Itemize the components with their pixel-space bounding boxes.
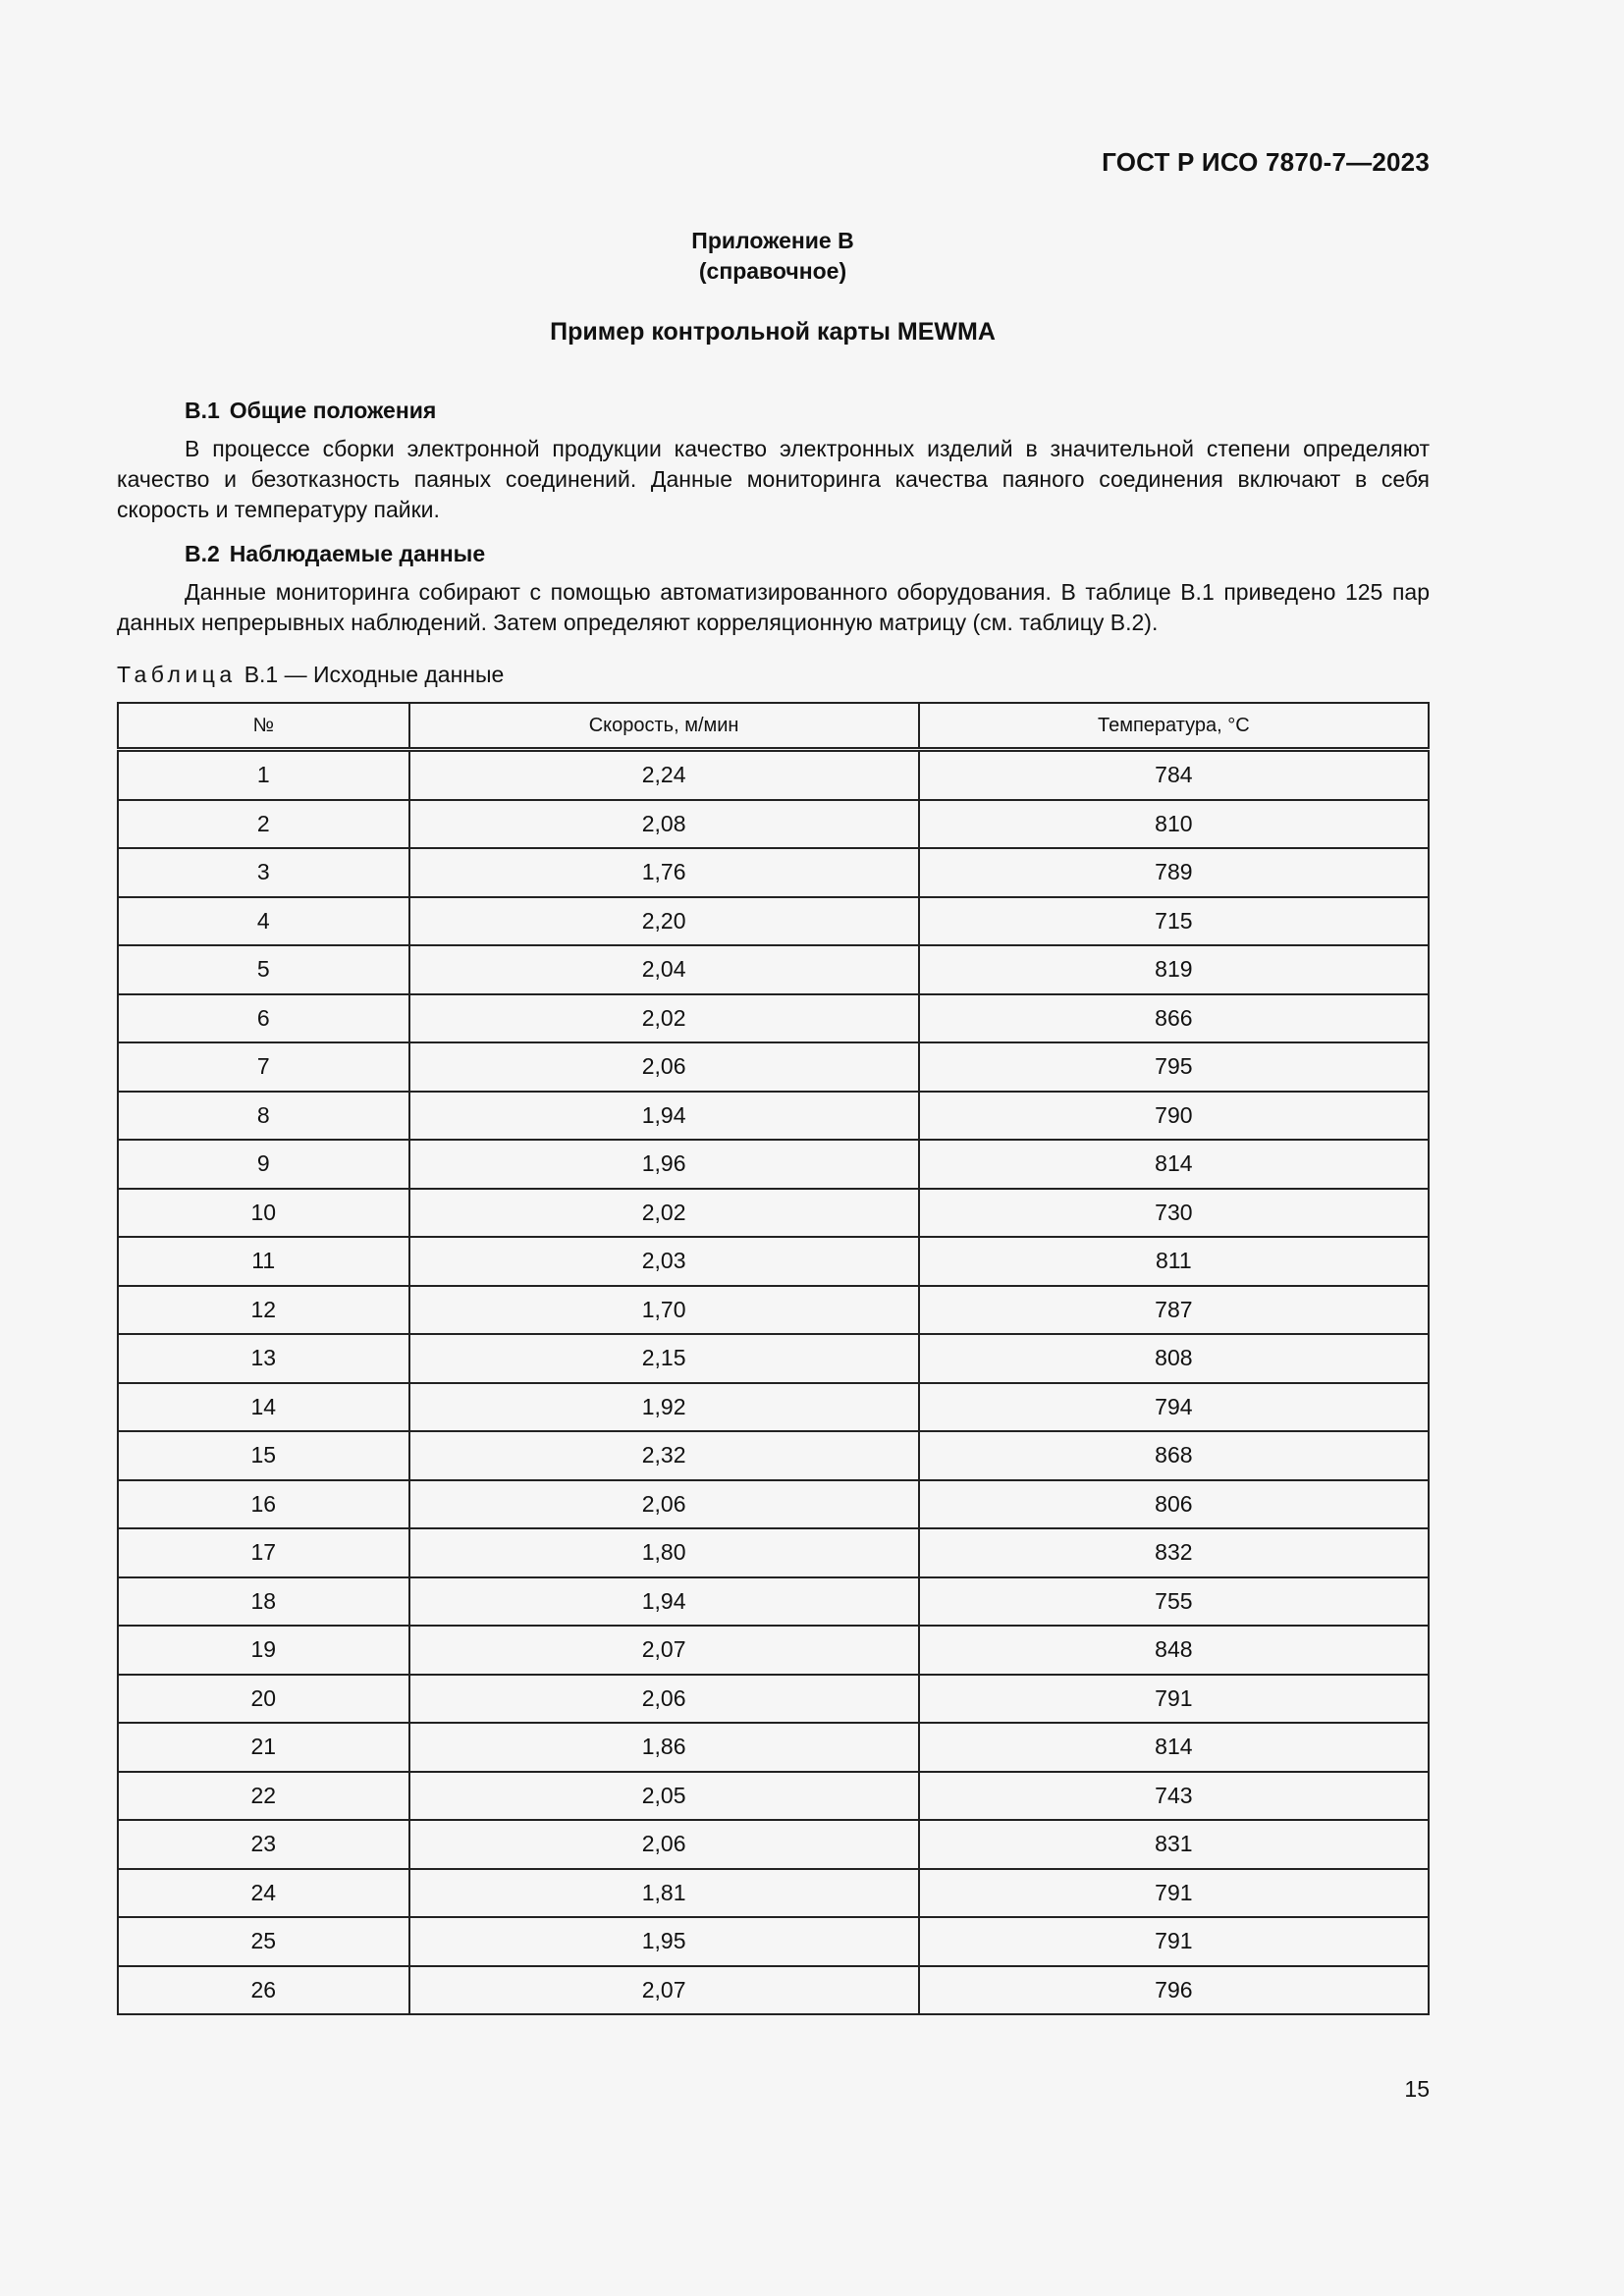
cell-number: 19	[118, 1626, 409, 1675]
cell-speed: 2,20	[409, 897, 919, 946]
table-row	[118, 1723, 1429, 1772]
cell-speed: 2,02	[409, 1189, 919, 1238]
cell-number: 23	[118, 1820, 409, 1869]
table-row	[118, 1675, 1429, 1724]
section-number: В.2	[185, 541, 220, 566]
table-row	[118, 1042, 1429, 1092]
cell-speed: 1,81	[409, 1869, 919, 1918]
table-row	[118, 1577, 1429, 1627]
cell-number: 7	[118, 1042, 409, 1092]
page-number: 15	[1404, 2076, 1430, 2102]
table-row	[118, 1189, 1429, 1238]
cell-temperature: 743	[919, 1772, 1429, 1821]
cell-number: 9	[118, 1140, 409, 1189]
cell-number: 8	[118, 1092, 409, 1141]
cell-number: 2	[118, 800, 409, 849]
cell-speed: 2,03	[409, 1237, 919, 1286]
cell-temperature: 796	[919, 1966, 1429, 2015]
table-row	[118, 1334, 1429, 1383]
cell-number: 22	[118, 1772, 409, 1821]
section-paragraph-b2: Данные мониторинга собирают с помощью автоматизированного оборудования. В таблице В.1 приведено 125 пар данных непрерывных наблюдений. Затем определяют корреляционную матрицу (см. таблицу В.2).	[117, 579, 1430, 635]
table-row	[118, 1480, 1429, 1529]
cell-temperature: 819	[919, 945, 1429, 994]
table-row	[118, 1772, 1429, 1821]
cell-speed: 1,92	[409, 1383, 919, 1432]
cell-temperature: 848	[919, 1626, 1429, 1675]
document-code: ГОСТ Р ИСО 7870-7—2023	[1102, 147, 1430, 177]
cell-speed: 2,06	[409, 1675, 919, 1724]
cell-number: 24	[118, 1869, 409, 1918]
column-header-temperature: Температура, °C	[919, 703, 1429, 750]
cell-number: 14	[118, 1383, 409, 1432]
cell-number: 25	[118, 1917, 409, 1966]
cell-temperature: 832	[919, 1528, 1429, 1577]
table-row	[118, 750, 1429, 800]
appendix-subtitle: (справочное)	[698, 258, 847, 284]
cell-number: 21	[118, 1723, 409, 1772]
cell-number: 3	[118, 848, 409, 897]
cell-number: 26	[118, 1966, 409, 2015]
table-caption-text: В.1 — Исходные данные	[244, 662, 505, 687]
cell-number: 5	[118, 945, 409, 994]
cell-speed: 2,06	[409, 1480, 919, 1529]
page-title: Пример контрольной карты MEWMA	[550, 318, 996, 346]
table-row	[118, 897, 1429, 946]
table-row	[118, 848, 1429, 897]
cell-temperature: 814	[919, 1140, 1429, 1189]
cell-number: 11	[118, 1237, 409, 1286]
table-row	[118, 1431, 1429, 1480]
table-row	[118, 1917, 1429, 1966]
section-heading-b1	[185, 398, 436, 424]
table-caption	[117, 662, 504, 688]
cell-temperature: 810	[919, 800, 1429, 849]
cell-number: 4	[118, 897, 409, 946]
cell-speed: 2,06	[409, 1042, 919, 1092]
section-paragraph-b1: В процессе сборки электронной продукции качество электронных изделий в значительной степени определяют качество и безотказность паяных соединений. Данные мониторинга качества паяного соединения включают в себя скорость и температуру пайки.	[117, 436, 1430, 522]
cell-speed: 2,24	[409, 750, 919, 800]
cell-number: 16	[118, 1480, 409, 1529]
section-heading-b2	[185, 541, 485, 567]
table-row	[118, 1528, 1429, 1577]
appendix-heading	[0, 226, 1545, 287]
table-row	[118, 1383, 1429, 1432]
cell-temperature: 790	[919, 1092, 1429, 1141]
table-row	[118, 1286, 1429, 1335]
cell-speed: 2,05	[409, 1772, 919, 1821]
table-row	[118, 994, 1429, 1043]
cell-number: 20	[118, 1675, 409, 1724]
table-row	[118, 1820, 1429, 1869]
cell-temperature: 806	[919, 1480, 1429, 1529]
data-table	[117, 702, 1430, 2015]
cell-temperature: 730	[919, 1189, 1429, 1238]
cell-temperature: 715	[919, 897, 1429, 946]
cell-speed: 2,15	[409, 1334, 919, 1383]
cell-temperature: 784	[919, 750, 1429, 800]
cell-temperature: 814	[919, 1723, 1429, 1772]
cell-speed: 1,76	[409, 848, 919, 897]
cell-temperature: 866	[919, 994, 1429, 1043]
cell-temperature: 808	[919, 1334, 1429, 1383]
cell-number: 17	[118, 1528, 409, 1577]
table-row	[118, 1140, 1429, 1189]
cell-number: 10	[118, 1189, 409, 1238]
cell-number: 12	[118, 1286, 409, 1335]
table-row	[118, 1966, 1429, 2015]
table-row	[118, 1092, 1429, 1141]
cell-speed: 2,08	[409, 800, 919, 849]
cell-speed: 2,06	[409, 1820, 919, 1869]
cell-speed: 2,04	[409, 945, 919, 994]
section-number: В.1	[185, 398, 220, 423]
cell-number: 6	[118, 994, 409, 1043]
cell-speed: 1,70	[409, 1286, 919, 1335]
cell-speed: 1,94	[409, 1092, 919, 1141]
table-header-row	[118, 703, 1429, 750]
cell-speed: 1,95	[409, 1917, 919, 1966]
column-header-number: №	[118, 703, 409, 750]
table-row	[118, 1626, 1429, 1675]
cell-speed: 1,96	[409, 1140, 919, 1189]
cell-temperature: 755	[919, 1577, 1429, 1627]
table-row	[118, 1237, 1429, 1286]
column-header-speed: Скорость, м/мин	[409, 703, 919, 750]
cell-temperature: 789	[919, 848, 1429, 897]
cell-temperature: 791	[919, 1869, 1429, 1918]
cell-temperature: 868	[919, 1431, 1429, 1480]
cell-speed: 1,86	[409, 1723, 919, 1772]
table-caption-label: Таблица	[117, 662, 237, 687]
cell-number: 15	[118, 1431, 409, 1480]
cell-number: 13	[118, 1334, 409, 1383]
table-row	[118, 1869, 1429, 1918]
cell-speed: 1,80	[409, 1528, 919, 1577]
cell-speed: 2,02	[409, 994, 919, 1043]
cell-speed: 2,32	[409, 1431, 919, 1480]
table-row	[118, 945, 1429, 994]
cell-temperature: 787	[919, 1286, 1429, 1335]
cell-speed: 2,07	[409, 1966, 919, 2015]
cell-number: 18	[118, 1577, 409, 1627]
cell-temperature: 831	[919, 1820, 1429, 1869]
section-title: Общие положения	[229, 398, 437, 423]
cell-speed: 1,94	[409, 1577, 919, 1627]
cell-number: 1	[118, 750, 409, 800]
cell-temperature: 791	[919, 1917, 1429, 1966]
section-title: Наблюдаемые данные	[229, 541, 486, 566]
cell-temperature: 794	[919, 1383, 1429, 1432]
cell-speed: 2,07	[409, 1626, 919, 1675]
cell-temperature: 811	[919, 1237, 1429, 1286]
appendix-title: Приложение В	[691, 228, 854, 253]
table-row	[118, 800, 1429, 849]
cell-temperature: 791	[919, 1675, 1429, 1724]
cell-temperature: 795	[919, 1042, 1429, 1092]
